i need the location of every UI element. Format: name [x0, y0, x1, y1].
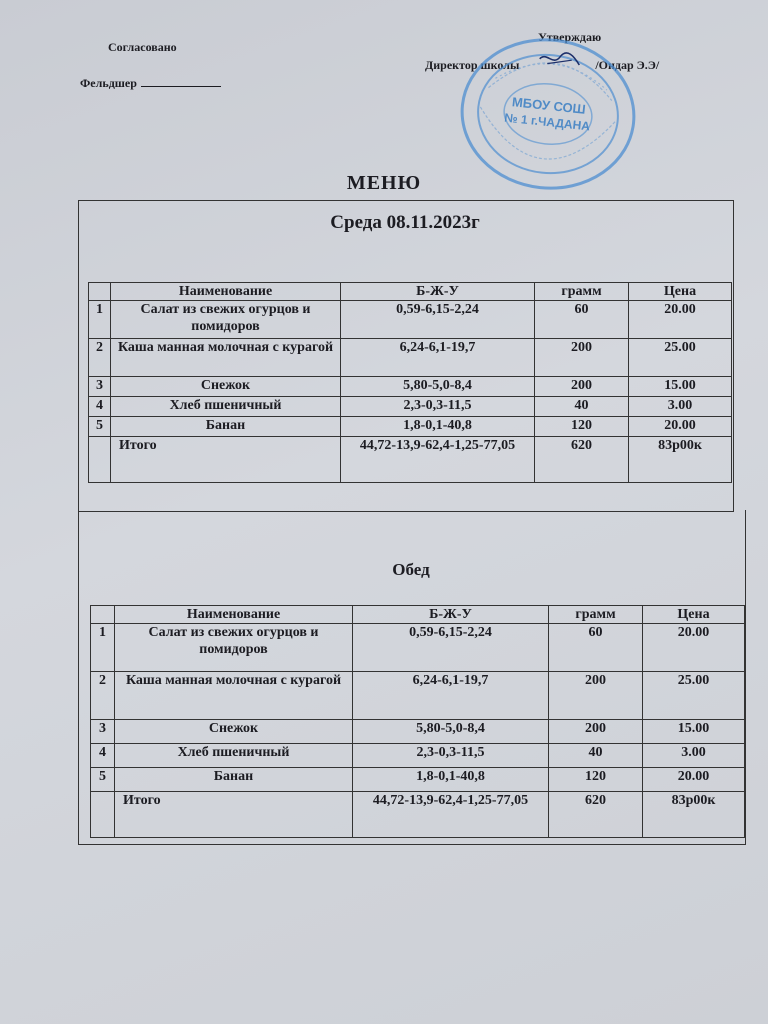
row-num: 5 — [89, 417, 111, 437]
approved-label: Утверждаю — [538, 30, 602, 44]
total-gram: 620 — [535, 437, 629, 483]
stamp-text-1: МБОУ СОШ — [511, 94, 587, 117]
row-name: Банан — [111, 417, 341, 437]
header-name: Наименование — [111, 283, 341, 301]
row-name: Каша манная молочная с курагой — [115, 672, 353, 720]
table-total-row — [91, 792, 745, 838]
table-row — [91, 744, 745, 768]
row-price: 25.00 — [643, 672, 745, 720]
lunch-table — [90, 605, 745, 838]
director-signature — [540, 50, 581, 65]
header-gram: грамм — [535, 283, 629, 301]
row-num: 5 — [91, 768, 115, 792]
feldsher-line — [80, 76, 221, 91]
table-row — [91, 720, 745, 744]
row-bju: 2,3-0,3-11,5 — [341, 397, 535, 417]
breakfast-title: Среда 08.11.2023г — [330, 212, 480, 233]
row-name: Каша манная молочная с курагой — [111, 339, 341, 377]
lunch-title: Обед — [392, 560, 430, 579]
row-num: 2 — [89, 339, 111, 377]
row-num: 4 — [91, 744, 115, 768]
row-gram: 120 — [535, 417, 629, 437]
row-name: Салат из свежих огурцов и помидоров — [115, 624, 353, 672]
row-price: 20.00 — [629, 417, 732, 437]
row-price: 15.00 — [629, 377, 732, 397]
row-name: Снежок — [111, 377, 341, 397]
stamp-text-2: № 1 г.ЧАДАНА — [503, 110, 591, 134]
row-gram: 200 — [549, 672, 643, 720]
row-gram: 200 — [535, 377, 629, 397]
row-bju: 5,80-5,0-8,4 — [341, 377, 535, 397]
header-num — [91, 606, 115, 624]
row-price: 20.00 — [629, 301, 732, 339]
row-gram: 200 — [549, 720, 643, 744]
row-bju: 5,80-5,0-8,4 — [353, 720, 549, 744]
row-gram: 40 — [535, 397, 629, 417]
row-bju: 6,24-6,1-19,7 — [341, 339, 535, 377]
row-name: Снежок — [115, 720, 353, 744]
header-price: Цена — [643, 606, 745, 624]
row-gram: 200 — [535, 339, 629, 377]
header-num — [89, 283, 111, 301]
table-header-row — [91, 606, 745, 624]
agreed-label: Согласовано — [108, 40, 177, 54]
header-gram: грамм — [549, 606, 643, 624]
row-num: 2 — [91, 672, 115, 720]
row-num: 3 — [89, 377, 111, 397]
total-price: 83р00к — [643, 792, 745, 838]
row-price: 25.00 — [629, 339, 732, 377]
total-num — [89, 437, 111, 483]
row-price: 3.00 — [643, 744, 745, 768]
breakfast-table — [88, 282, 732, 483]
total-gram: 620 — [549, 792, 643, 838]
row-num: 3 — [91, 720, 115, 744]
row-num: 4 — [89, 397, 111, 417]
table-row — [89, 301, 732, 339]
table-row — [89, 339, 732, 377]
row-price: 15.00 — [643, 720, 745, 744]
row-gram: 120 — [549, 768, 643, 792]
row-bju: 0,59-6,15-2,24 — [353, 624, 549, 672]
row-bju: 1,8-0,1-40,8 — [341, 417, 535, 437]
table-row — [91, 768, 745, 792]
stamp-inner-ring — [472, 48, 624, 180]
row-bju: 0,59-6,15-2,24 — [341, 301, 535, 339]
table-row — [91, 624, 745, 672]
total-bju: 44,72-13,9-62,4-1,25-77,05 — [353, 792, 549, 838]
row-gram: 60 — [549, 624, 643, 672]
table-total-row — [89, 437, 732, 483]
row-num: 1 — [91, 624, 115, 672]
row-price: 20.00 — [643, 624, 745, 672]
row-price: 3.00 — [629, 397, 732, 417]
row-name: Хлеб пшеничный — [115, 744, 353, 768]
director-label: Директор школы — [425, 58, 520, 72]
table-header-row — [89, 283, 732, 301]
table-row — [89, 417, 732, 437]
header-bju: Б-Ж-У — [341, 283, 535, 301]
signature-line — [141, 86, 221, 87]
header-price: Цена — [629, 283, 732, 301]
row-num: 1 — [89, 301, 111, 339]
total-price: 83р00к — [629, 437, 732, 483]
row-bju: 6,24-6,1-19,7 — [353, 672, 549, 720]
table-row — [91, 672, 745, 720]
row-name: Хлеб пшеничный — [111, 397, 341, 417]
total-bju: 44,72-13,9-62,4-1,25-77,05 — [341, 437, 535, 483]
row-bju: 1,8-0,1-40,8 — [353, 768, 549, 792]
header-bju: Б-Ж-У — [353, 606, 549, 624]
total-label: Итого — [115, 792, 353, 838]
table-row — [89, 377, 732, 397]
row-name: Салат из свежих огурцов и помидоров — [111, 301, 341, 339]
row-name: Банан — [115, 768, 353, 792]
total-label: Итого — [111, 437, 341, 483]
table-row — [89, 397, 732, 417]
page-title: МЕНЮ — [346, 172, 422, 194]
director-name: /Ондар Э.Э/ — [595, 58, 660, 72]
row-price: 20.00 — [643, 768, 745, 792]
row-gram: 40 — [549, 744, 643, 768]
header-name: Наименование — [115, 606, 353, 624]
total-num — [91, 792, 115, 838]
row-bju: 2,3-0,3-11,5 — [353, 744, 549, 768]
feldsher-label: Фельдшер — [80, 76, 137, 90]
row-gram: 60 — [535, 301, 629, 339]
